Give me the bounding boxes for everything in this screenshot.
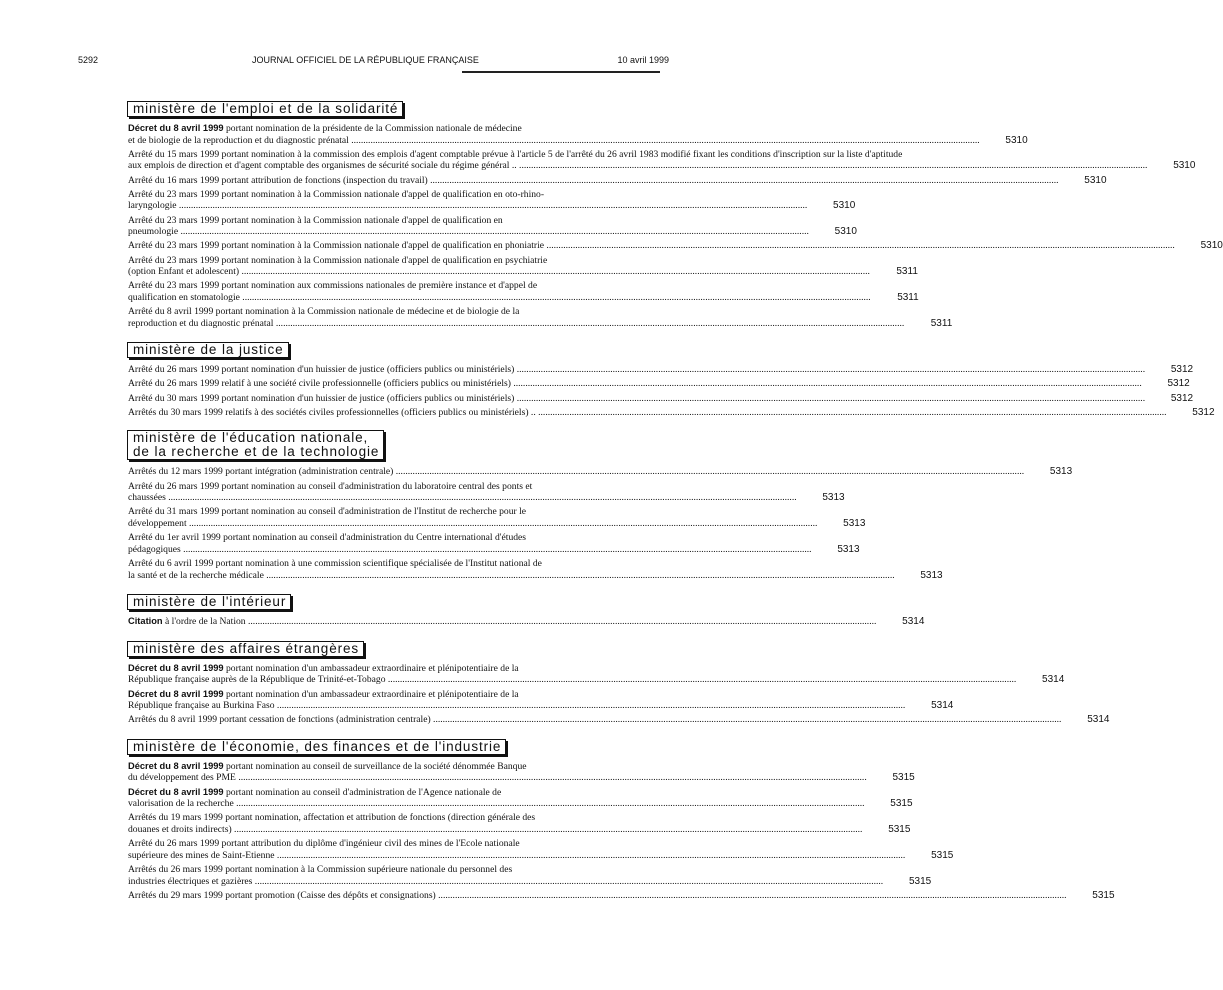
toc-entry[interactable]	[128, 616, 925, 628]
entry-line-text: portant nomination au conseil d'administration de l'Agence nationale de	[223, 786, 502, 798]
entry-page-number: 5314	[1042, 674, 1065, 686]
toc-entry[interactable]	[128, 506, 866, 529]
entry-line	[128, 255, 547, 266]
toc-entry[interactable]	[128, 214, 857, 238]
entry-bold-label: Décret du 8 avril 1999	[128, 123, 224, 133]
entry-page-number: 5311	[930, 317, 953, 329]
entry-line-text: Arrêté du 23 mars 1999 portant nomination à la Commission nationale d'appel de qualification en oto-rhino-	[128, 188, 545, 200]
ministry-title-line: ministère de l'éducation nationale,	[133, 430, 369, 446]
toc-entry[interactable]	[128, 240, 1223, 252]
entry-text	[128, 466, 1024, 478]
entry-line-text: valorisation de la recherche	[128, 798, 234, 810]
entry-text	[128, 890, 1067, 902]
entry-line	[128, 689, 519, 700]
ministry-section	[128, 430, 1073, 581]
entry-page-number: 5312	[1167, 378, 1190, 390]
entry-line	[128, 824, 862, 836]
dot-leader	[428, 175, 1059, 186]
entry-page-number: 5310	[834, 226, 857, 238]
entry-line	[128, 889, 1067, 902]
toc-entry[interactable]	[128, 889, 1115, 902]
entry-line-text: l'article 5 de l'arrêté du 26 avril 1983 modifié fixant les conditions d'inscription sur la liste d'aptitude	[517, 148, 903, 160]
toc-entry[interactable]	[128, 306, 953, 329]
dot-leader	[275, 850, 906, 861]
entry-page-number: 5315	[1092, 889, 1115, 901]
entry-line	[128, 812, 535, 823]
entry-line	[128, 558, 542, 569]
dot-leader	[349, 135, 980, 146]
entry-text	[128, 280, 871, 303]
entry-text	[128, 240, 1175, 252]
entry-page-number: 5310	[1200, 240, 1223, 252]
entry-text	[128, 864, 883, 887]
entry-line	[128, 306, 519, 317]
page-number: 5292	[78, 55, 99, 65]
dot-leader	[187, 518, 818, 529]
entry-page-number: 5314	[902, 616, 925, 628]
entry-line	[128, 481, 532, 492]
dot-leader	[240, 292, 871, 303]
toc-entry[interactable]	[128, 254, 918, 278]
ministry-title-line: ministère de l'économie, des finances et de l'industrie	[133, 738, 502, 754]
entry-text	[128, 663, 1016, 686]
ministry-section	[128, 593, 925, 628]
entry-text	[128, 812, 862, 835]
entry-line	[128, 215, 503, 226]
entry-line-text: Arrêté du 23 mars 1999 portant nomination aux commissions nationales de première instance et d'appel de	[128, 280, 538, 292]
entry-line-text: et de biologie de la reproduction et du diagnostic prénatal	[128, 134, 349, 146]
entry-text	[128, 481, 797, 504]
journal-title: JOURNAL OFFICIEL DE LA RÉPUBLIQUE FRANÇAISE	[252, 55, 479, 65]
ministry-title-line: ministère de l'intérieur	[133, 594, 287, 610]
toc-entry[interactable]	[128, 714, 1110, 726]
ministry-title-line: de la recherche et de la technologie	[133, 444, 380, 460]
entry-line-text: Arrêté du 16 mars 1999 portant attribution de fonctions (inspection du travail)	[128, 174, 428, 186]
entry-line	[128, 378, 1142, 390]
entry-line	[128, 291, 871, 304]
entry-line	[128, 134, 980, 147]
ministry-title-line: ministère de l'emploi et de la solidarité	[133, 101, 399, 116]
entry-bold-label: Décret du 8 avril 1999	[128, 786, 224, 797]
ministry-section	[128, 738, 1115, 902]
dot-leader	[252, 876, 883, 887]
entry-line-text: chaussées	[128, 492, 166, 504]
entry-page-number: 5314	[931, 700, 954, 712]
toc-entry[interactable]	[128, 364, 1194, 376]
entry-line	[128, 700, 905, 712]
entry-line	[128, 532, 526, 543]
entry-page-number: 5315	[890, 798, 913, 810]
entry-page-number: 5310	[833, 200, 856, 212]
entry-line-text: Arrêtés du 30 mars 1999 relatifs à des sociétés civiles professionnelles (officiers publics ou ministériels) ..	[128, 406, 536, 418]
entry-line	[128, 280, 537, 291]
ministry-title	[127, 101, 403, 117]
dot-leader	[239, 266, 870, 277]
entry-line-text: Arrêté du 23 mars 1999 portant nomination à la Commission nationale d'appel de qualification en psychiatrie	[128, 254, 548, 266]
entry-line-text: République française auprès de la République de Trinité-et-Tobago	[128, 674, 386, 686]
entry-text	[128, 393, 1145, 405]
dot-leader	[514, 393, 1145, 404]
issue-date: 10 avril 1999	[617, 55, 669, 65]
entry-line-text: Arrêté du 23 mars 1999 portant nomination à la Commission nationale d'appel de qualification en phoniatrie	[128, 240, 545, 252]
entry-line-text: Arrêté du 30 mars 1999 portant nomination d'un huissier de justice (officiers publics ou ministériels)	[128, 392, 515, 404]
toc-entry[interactable]	[128, 760, 915, 784]
entry-line	[128, 200, 807, 212]
entry-line	[128, 838, 520, 849]
entry-line	[128, 674, 1016, 686]
entry-line-text: Arrêtés du 12 mars 1999 portant intégration (administration centrale)	[128, 466, 394, 478]
entry-text	[128, 787, 865, 810]
entry-text	[128, 306, 904, 329]
entry-line-text: du développement des PME	[128, 772, 236, 784]
entry-page-number: 5314	[1087, 714, 1110, 726]
toc-entry[interactable]	[128, 864, 932, 887]
dot-leader	[264, 570, 895, 581]
entry-page-number: 5313	[843, 517, 866, 529]
entry-text	[128, 616, 876, 628]
entry-bold-label: Décret du 8 avril 1999	[128, 688, 224, 699]
entry-page-number: 5311	[896, 266, 918, 278]
entry-line	[128, 543, 812, 556]
ministry-section	[128, 640, 1110, 726]
entry-line	[128, 761, 527, 772]
toc-entry[interactable]	[128, 662, 1065, 686]
entry-line	[128, 406, 1167, 419]
entry-page-number: 5315	[908, 875, 932, 887]
ministry-title	[127, 594, 291, 610]
entry-page-number: 5313	[920, 569, 943, 581]
entry-page-number: 5312	[1170, 392, 1194, 404]
entry-page-number: 5313	[837, 543, 860, 555]
dot-leader	[517, 160, 1148, 171]
entry-page-number: 5315	[931, 849, 954, 861]
entry-text	[128, 189, 807, 212]
entry-line	[517, 149, 902, 160]
toc-entry[interactable]	[128, 123, 1028, 146]
entry-text	[128, 838, 905, 861]
dot-leader	[246, 616, 877, 627]
entry-line-text: Arrêté du 26 mars 1999 portant attribution du diplôme d'ingénieur civil des mines de l'Ecole nationale	[128, 838, 520, 850]
entry-text	[128, 175, 1059, 187]
entry-line-text: Arrêté du 6 avril 1999 portant nomination à une commission scientifique spécialisée de l'Institut national de	[128, 557, 542, 569]
entry-text	[128, 215, 809, 238]
dot-leader	[436, 890, 1067, 901]
dot-leader	[232, 824, 863, 835]
entry-bold-label: Citation	[128, 616, 163, 627]
ministry-section	[128, 341, 1215, 418]
entry-line	[128, 663, 519, 674]
entry-line-text: aux emplois de direction et d'agent comptable des organismes de sécurité sociale du régime général ..	[128, 160, 517, 172]
ministry-title	[127, 342, 289, 358]
entry-line-text: développement	[128, 517, 187, 529]
entry-line-text: portant nomination d'un ambassadeur extraordinaire et plénipotentiaire de la	[223, 688, 519, 700]
entry-page-number: 5315	[888, 824, 911, 836]
entry-line	[128, 174, 1059, 187]
entry-text	[128, 378, 1142, 390]
entry-line	[128, 714, 1061, 726]
header-rule	[462, 71, 660, 73]
entry-line	[128, 266, 870, 278]
dot-leader	[431, 714, 1062, 725]
ministry-section	[128, 100, 1223, 329]
entry-line-text: (option Enfant et adolescent)	[128, 266, 240, 278]
entry-line-text: Arrêté du 15 mars 1999 portant nomination à la commission des emplois d'agent comptable prévue à	[128, 148, 515, 160]
toc-entry[interactable]	[128, 838, 954, 861]
entry-line	[128, 149, 517, 160]
entry-line-text: République française au Burkina Faso	[128, 700, 275, 712]
entry-line	[128, 466, 1024, 478]
dot-leader	[166, 492, 797, 503]
toc-entry[interactable]	[128, 466, 1073, 478]
entry-line-text: supérieure des mines de Saint-Etienne	[128, 849, 275, 861]
entry-line-text: Arrêtés du 26 mars 1999 portant nomination à la Commission supérieure nationale du personnel des	[128, 864, 513, 875]
entry-line	[128, 787, 501, 798]
dot-leader	[178, 226, 809, 237]
dot-leader	[393, 466, 1024, 477]
toc-entry[interactable]	[128, 688, 954, 712]
entry-page-number: 5313	[1049, 466, 1073, 478]
ministry-title-line: ministère de la justice	[133, 342, 284, 358]
entry-line	[128, 160, 1147, 172]
toc-entry[interactable]	[128, 532, 860, 555]
dot-leader	[536, 407, 1167, 418]
entry-line-text: la santé et de la recherche médicale	[128, 569, 264, 581]
ministry-title	[127, 739, 506, 755]
entry-line-text: pédagogiques	[128, 543, 181, 555]
entry-line-text: Arrêté du 23 mars 1999 portant nomination à la Commission nationale d'appel de qualification en	[128, 214, 503, 226]
entry-text	[128, 123, 980, 146]
toc-entry[interactable]	[128, 480, 845, 504]
entry-line-text: Arrêté du 26 mars 1999 portant nomination d'un huissier de justice (officiers publics ou ministériels)	[128, 364, 515, 376]
entry-bold-label: Décret du 8 avril 1999	[128, 760, 224, 771]
toc-entry[interactable]	[128, 174, 1107, 187]
toc-entry[interactable]	[128, 786, 913, 810]
entry-text	[128, 714, 1061, 726]
table-of-contents	[128, 100, 1223, 904]
entry-line	[128, 616, 876, 628]
entry-text	[128, 532, 812, 555]
toc-entry[interactable]	[128, 557, 943, 581]
entry-line	[128, 364, 1145, 376]
entry-line	[128, 506, 526, 517]
toc-entry[interactable]	[128, 188, 856, 212]
entry-line-text: à l'ordre de la Nation	[162, 616, 246, 628]
dot-leader	[544, 240, 1175, 251]
entry-page-number: 5313	[822, 492, 845, 504]
entry-line-text: Arrêtés du 8 avril 1999 portant cessation de fonctions (administration centrale)	[128, 714, 431, 726]
toc-entry[interactable]	[128, 392, 1194, 405]
entry-bold-label: Décret du 8 avril 1999	[128, 662, 224, 673]
dot-leader	[514, 364, 1145, 375]
dot-leader	[386, 674, 1017, 685]
dot-leader	[511, 378, 1142, 389]
toc-entry[interactable]	[128, 280, 919, 303]
toc-entry[interactable]	[128, 812, 911, 836]
toc-entry[interactable]	[128, 148, 1196, 172]
entry-line	[128, 317, 904, 330]
entry-line-text: portant nomination d'un ambassadeur extraordinaire et plénipotentiaire de la	[223, 662, 519, 674]
entry-text	[128, 689, 905, 712]
entry-line	[128, 517, 817, 530]
entry-line	[128, 864, 512, 875]
entry-text	[128, 558, 895, 581]
entry-page-number: 5315	[892, 772, 915, 784]
entry-text	[128, 761, 867, 784]
entry-line	[128, 569, 895, 582]
entry-line-text: Arrêté du 31 mars 1999 portant nomination au conseil d'administration de l'Institut de recherche pour le	[128, 506, 527, 518]
entry-line	[128, 492, 797, 504]
toc-entry[interactable]	[128, 378, 1190, 390]
entry-line-text: reproduction et du diagnostic prénatal	[128, 317, 274, 329]
dot-leader	[273, 318, 904, 329]
toc-entry[interactable]	[128, 406, 1215, 419]
entry-line-text: portant nomination de la présidente de la Commission nationale de médecine	[223, 123, 522, 134]
entry-line	[128, 772, 867, 784]
entry-line-text: Arrêtés du 29 mars 1999 portant promotion (Caisse des dépôts et consignations)	[128, 889, 436, 901]
entry-page-number: 5310	[1084, 174, 1107, 186]
entry-line-text: Arrêté du 1er avril 1999 portant nomination au conseil d'administration du Centre international d'études	[128, 532, 527, 544]
entry-text	[128, 364, 1145, 376]
entry-text	[128, 255, 870, 278]
dot-leader	[177, 200, 808, 211]
entry-page-number: 5310	[1005, 134, 1028, 146]
entry-line-text: douanes et droits indirects)	[128, 824, 232, 836]
entry-line	[128, 226, 809, 238]
ministry-title-line: ministère des affaires étrangères	[133, 640, 360, 656]
entry-line-text: Arrêté du 8 avril 1999 portant nomination à la Commission nationale de médecine et de biologie de la	[128, 306, 520, 318]
ministry-title	[127, 641, 364, 657]
entry-page-number: 5312	[1192, 406, 1215, 418]
entry-line-text: industries électriques et gazières	[128, 875, 253, 887]
entry-line	[128, 875, 883, 888]
entry-page-number: 5311	[897, 291, 919, 303]
entry-line	[128, 189, 544, 200]
entry-line-text: Arrêté du 26 mars 1999 relatif à une société civile professionnelle (officiers publics ou ministériels)	[128, 378, 511, 390]
entry-line	[128, 240, 1175, 252]
entry-text	[128, 407, 1167, 419]
entry-page-number: 5312	[1170, 364, 1194, 376]
dot-leader	[236, 772, 867, 783]
entry-line	[128, 123, 522, 134]
entry-line-text: portant nomination au conseil de surveillance de la société dénommée Banque	[223, 760, 527, 772]
dot-leader	[275, 700, 906, 711]
entry-line-text: pneumologie	[128, 226, 179, 238]
ministry-title	[127, 430, 384, 460]
dot-leader	[181, 544, 812, 555]
entry-line-text: Arrêté du 26 mars 1999 portant nomination au conseil d'administration du laboratoire central des ponts et	[128, 480, 533, 492]
entry-line	[128, 392, 1145, 405]
entry-text	[128, 506, 817, 529]
entry-line-text: Arrêtés du 19 mars 1999 portant nomination, affectation et attribution de fonctions (direction générale des	[128, 812, 536, 824]
entry-line-text: qualification en stomatologie	[128, 291, 240, 303]
entry-line	[128, 849, 905, 862]
entry-line-text: laryngologie	[128, 200, 177, 212]
dot-leader	[234, 798, 865, 809]
entry-page-number: 5310	[1173, 160, 1196, 172]
entry-line	[128, 798, 865, 810]
entry-text	[128, 149, 1147, 172]
